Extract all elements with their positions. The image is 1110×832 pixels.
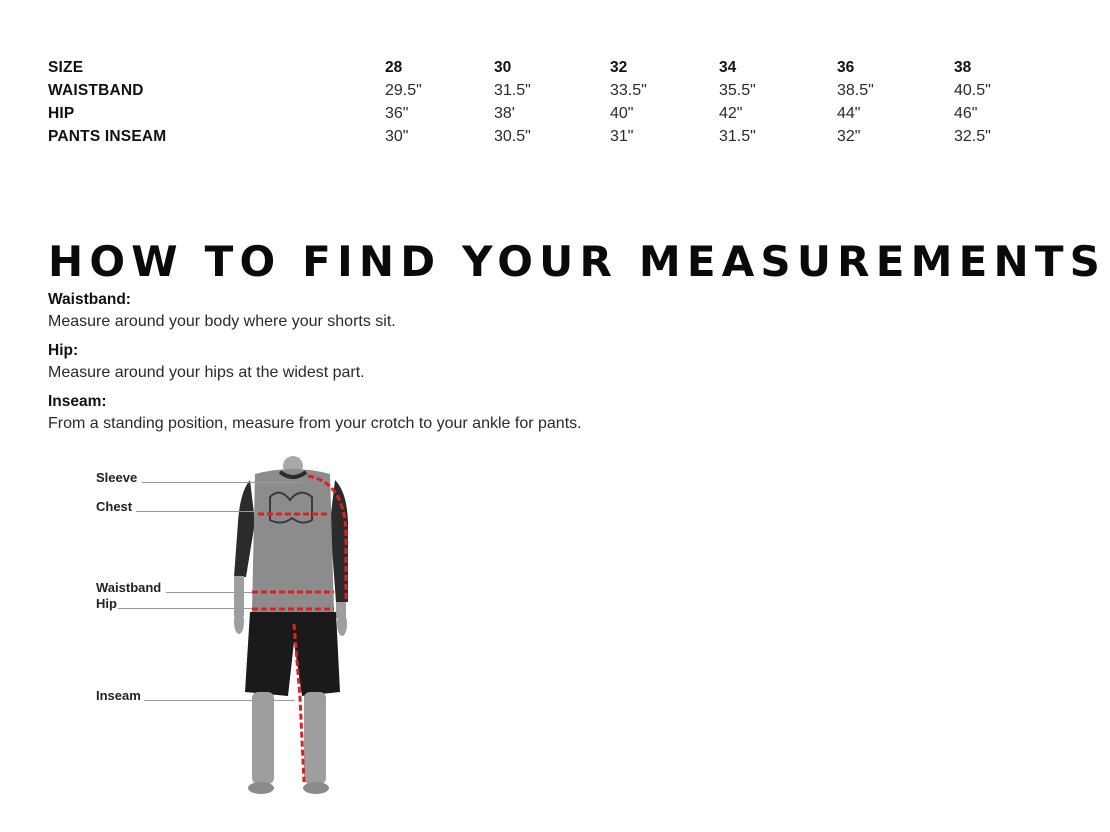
waistband-leader-line <box>166 592 252 593</box>
table-cell: 38' <box>494 105 515 122</box>
table-cell: 36 <box>837 59 855 76</box>
table-cell: 44" <box>837 105 861 122</box>
table-row-hip <box>48 104 1058 127</box>
table-cell: 32.5" <box>954 128 991 145</box>
table-cell: 31" <box>610 128 634 145</box>
right-leg <box>304 692 326 784</box>
table-cell: 30 <box>494 59 512 76</box>
shorts <box>245 612 340 696</box>
row-label: PANTS INSEAM <box>48 128 167 145</box>
table-cell: 31.5" <box>494 82 531 99</box>
inseam-leader-line <box>144 700 294 701</box>
instruction-inseam <box>48 391 948 435</box>
chest-label: Chest <box>96 499 133 514</box>
right-forearm <box>336 602 346 618</box>
size-chart-table <box>48 58 1058 150</box>
left-foot <box>248 782 274 794</box>
left-sleeve <box>234 480 255 577</box>
table-cell: 34 <box>719 59 737 76</box>
row-label: HIP <box>48 105 75 122</box>
table-cell: 30" <box>385 128 409 145</box>
table-row-waistband <box>48 81 1058 104</box>
table-row-pants-inseam <box>48 127 1058 150</box>
table-cell: 32 <box>610 59 628 76</box>
instruction-title: Inseam: <box>48 393 107 410</box>
row-label: WAISTBAND <box>48 82 144 99</box>
table-cell: 31.5" <box>719 128 756 145</box>
table-cell: 40.5" <box>954 82 991 99</box>
table-cell: 29.5" <box>385 82 422 99</box>
table-cell: 33.5" <box>610 82 647 99</box>
right-foot <box>303 782 329 794</box>
table-cell: 40" <box>610 105 634 122</box>
table-cell: 36" <box>385 105 409 122</box>
table-cell: 30.5" <box>494 128 531 145</box>
section-heading: HOW TO FIND YOUR MEASUREMENTS <box>48 237 1107 286</box>
waistband-label: Waistband <box>96 580 162 595</box>
measurement-figure <box>90 452 370 802</box>
instruction-text: Measure around your hips at the widest part. <box>48 364 365 381</box>
sleeve-leader-line <box>142 482 302 483</box>
table-cell: 35.5" <box>719 82 756 99</box>
table-cell: 38.5" <box>837 82 874 99</box>
left-leg <box>252 692 274 784</box>
instruction-waistband <box>48 289 948 333</box>
instruction-text: Measure around your body where your shorts sit. <box>48 313 396 330</box>
inseam-label: Inseam <box>96 688 141 703</box>
instruction-text: From a standing position, measure from your crotch to your ankle for pants. <box>48 415 582 432</box>
measurement-instructions <box>48 289 948 442</box>
hip-label: Hip <box>96 596 117 611</box>
table-cell: 38 <box>954 59 972 76</box>
table-row-size <box>48 58 1058 81</box>
left-forearm <box>234 576 244 616</box>
row-label: SIZE <box>48 59 84 76</box>
table-cell: 32" <box>837 128 861 145</box>
instruction-hip <box>48 340 948 384</box>
table-cell: 46" <box>954 105 978 122</box>
sleeve-label: Sleeve <box>96 470 138 485</box>
table-cell: 28 <box>385 59 403 76</box>
hip-leader-line <box>118 608 252 609</box>
table-cell: 42" <box>719 105 743 122</box>
chest-leader-line <box>136 511 258 512</box>
instruction-title: Hip: <box>48 342 79 359</box>
instruction-title: Waistband: <box>48 291 131 308</box>
